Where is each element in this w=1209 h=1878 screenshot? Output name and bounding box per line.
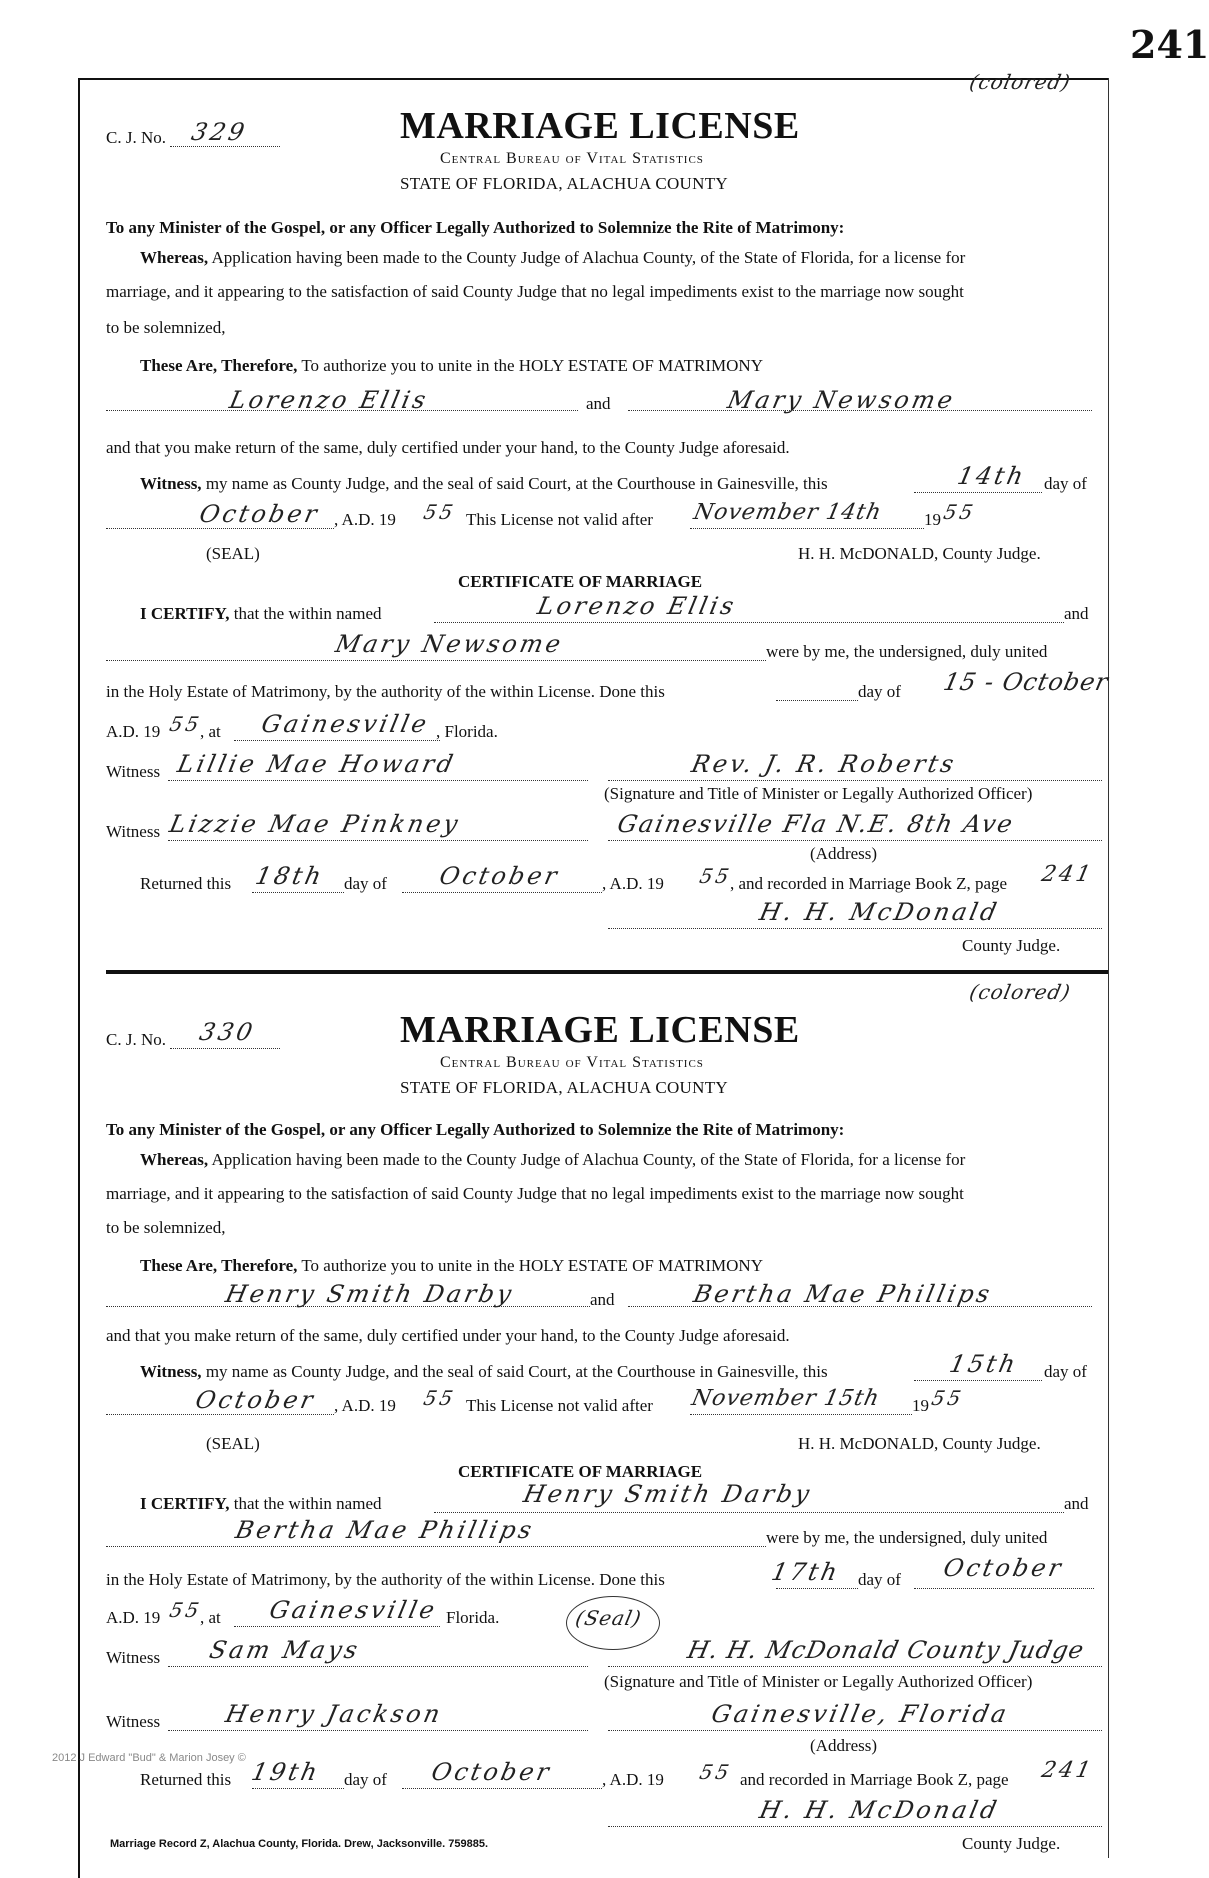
expire-date: November 14th	[691, 500, 885, 525]
license-section-2	[0, 906, 1200, 1826]
cert-bride: Mary Newsome	[333, 630, 566, 658]
issue-year: 55	[421, 500, 459, 524]
cj-number: 329	[189, 118, 250, 146]
witness1-label: Witness	[106, 762, 161, 781]
license-title: MARRIAGE LICENSE	[400, 105, 800, 147]
cert-and: and	[1064, 604, 1089, 623]
seal-note: (Seal)	[573, 1606, 645, 1630]
bureau-line: Central Bureau of Vital Statistics	[440, 150, 704, 167]
returned-month: October	[429, 1758, 555, 1786]
returned-label: Returned this	[140, 874, 232, 893]
return-line: and that you make return of the same, duly certified under your hand, to the County Judge aforesaid.	[106, 438, 790, 457]
ad-label: , A.D. 19	[334, 510, 396, 529]
returned-year: 55	[697, 1760, 735, 1784]
address-caption: (Address)	[810, 844, 878, 863]
were-by-me: were by me, the undersigned, duly united	[766, 642, 1048, 661]
issue-day: 14th	[955, 462, 1029, 490]
bride-name: Bertha Mae Phillips	[691, 1280, 996, 1308]
certificate-title: CERTIFICATE OF MARRIAGE	[458, 1462, 703, 1481]
cj-label: C. J. No.	[106, 128, 166, 147]
witness-line: Witness, my name as County Judge, and the seal of said Court, at the Courthouse in Gainesville, this	[140, 474, 828, 493]
officer-address: Gainesville, Florida	[709, 1700, 1012, 1728]
and-label: and	[586, 394, 611, 413]
signature-caption: (Signature and Title of Minister or Legally Authorized Officer)	[604, 1672, 1033, 1691]
county-judge-label: County Judge.	[962, 936, 1061, 955]
whereas-line-1: Whereas, Application having been made to the County Judge of Alachua County, of the State of Florida, for a license for	[140, 1150, 966, 1169]
returned-day-of: day of	[344, 874, 387, 893]
license-title: MARRIAGE LICENSE	[400, 1009, 800, 1051]
return-line: and that you make return of the same, duly certified under your hand, to the County Judge aforesaid.	[106, 1326, 790, 1345]
were-by-me: were by me, the undersigned, duly united	[766, 1528, 1048, 1547]
address-line: To any Minister of the Gospel, or any Officer Legally Authorized to Solemnize the Rite of Matrimony:	[106, 218, 845, 237]
ad-year-label: A.D. 19	[106, 722, 161, 741]
issue-year: 55	[421, 1386, 459, 1410]
book-page: 241	[1039, 862, 1096, 887]
witness-line: Witness, my name as County Judge, and the seal of said Court, at the Courthouse in Gainesville, this	[140, 1362, 828, 1381]
bride-name: Mary Newsome	[725, 386, 958, 414]
not-valid-label: This License not valid after	[466, 510, 653, 529]
certificate-title: CERTIFICATE OF MARRIAGE	[458, 572, 703, 591]
day-of-label: day of	[1044, 474, 1087, 493]
recorded-text: , and recorded in Marriage Book Z, page	[730, 874, 1008, 893]
officer-address: Gainesville Fla N.E. 8th Ave	[615, 810, 1017, 838]
done-day: 17th	[769, 1558, 843, 1586]
cert-and: and	[1064, 1494, 1089, 1513]
groom-name: Lorenzo Ellis	[227, 386, 432, 414]
address-caption: (Address)	[810, 1736, 878, 1755]
returned-month: October	[437, 862, 563, 890]
state-line: STATE OF FLORIDA, ALACHUA COUNTY	[400, 174, 728, 193]
done-year: 55	[167, 1598, 205, 1622]
ad-label: , A.D. 19	[334, 1396, 396, 1415]
returned-ad: , A.D. 19	[602, 874, 664, 893]
bureau-line: Central Bureau of Vital Statistics	[440, 1054, 704, 1071]
expire-19: 19	[912, 1396, 929, 1415]
cj-number: 330	[197, 1018, 258, 1046]
officer-signature: Rev. J. R. Roberts	[689, 750, 960, 778]
done-month: October	[941, 1554, 1067, 1582]
at-label: , at	[200, 1608, 221, 1627]
expire-year: 55	[929, 1386, 967, 1410]
copyright-watermark: 2012 J Edward "Bud" & Marion Josey ©	[52, 1752, 246, 1764]
done-year: 55	[167, 712, 205, 736]
whereas-line-2: marriage, and it appearing to the satisfaction of said County Judge that no legal impediments exist to the marriage now sought	[106, 282, 964, 301]
place: Gainesville	[259, 710, 432, 738]
florida-label: Florida.	[446, 1608, 500, 1627]
holy-estate-line: in the Holy Estate of Matrimony, by the authority of the within License. Done this	[106, 682, 665, 701]
issue-month: October	[197, 500, 323, 528]
florida-label: , Florida.	[436, 722, 498, 741]
seal-label: (SEAL)	[206, 1434, 260, 1453]
returned-day: 18th	[253, 862, 327, 890]
judge-signature-2: H. H. McDonald	[757, 1796, 1002, 1824]
footer-imprint: Marriage Record Z, Alachua County, Florida. Drew, Jacksonville. 759885.	[110, 1838, 489, 1850]
expire-date: November 15th	[689, 1386, 883, 1411]
witness1-name: Sam Mays	[207, 1636, 363, 1664]
done-day-of: day of	[858, 1570, 901, 1589]
returned-day-of: day of	[344, 1770, 387, 1789]
returned-label: Returned this	[140, 1770, 232, 1789]
whereas-line-2: marriage, and it appearing to the satisfaction of said County Judge that no legal impediments exist to the marriage now sought	[106, 1184, 964, 1203]
witness2-label: Witness	[106, 1712, 161, 1731]
groom-name: Henry Smith Darby	[223, 1280, 517, 1308]
signature-caption: (Signature and Title of Minister or Legally Authorized Officer)	[604, 784, 1033, 803]
cj-label: C. J. No.	[106, 1030, 166, 1049]
state-line: STATE OF FLORIDA, ALACHUA COUNTY	[400, 1078, 728, 1097]
done-day-of: day of	[858, 682, 901, 701]
judge-signature: H. H. McDonald	[757, 898, 1002, 926]
witness2-label: Witness	[106, 822, 161, 841]
book-page: 241	[1039, 1758, 1096, 1783]
place: Gainesville	[267, 1596, 440, 1624]
these-are-line: These Are, Therefore, To authorize you to unite in the HOLY ESTATE OF MATRIMONY	[140, 1256, 763, 1275]
judge-label: H. H. McDONALD, County Judge.	[798, 1434, 1041, 1453]
cert-groom: Henry Smith Darby	[521, 1480, 815, 1508]
cert-groom: Lorenzo Ellis	[535, 592, 740, 620]
witness2-name: Henry Jackson	[223, 1700, 446, 1728]
certify-line: I CERTIFY, that the within named	[140, 604, 382, 623]
whereas-line-3: to be solemnized,	[106, 318, 226, 337]
and-label: and	[590, 1290, 615, 1309]
officer-signature: H. H. McDonald County Judge	[685, 1636, 1088, 1664]
done-month: 15 - October	[941, 668, 1112, 696]
witness1-label: Witness	[106, 1648, 161, 1667]
witness1-name: Lillie Mae Howard	[175, 750, 459, 778]
at-label: , at	[200, 722, 221, 741]
expire-19: 19	[924, 510, 941, 529]
page-number: 241	[1130, 22, 1209, 67]
recorded-text: and recorded in Marriage Book Z, page	[740, 1770, 1009, 1789]
county-judge-label-2: County Judge.	[962, 1834, 1061, 1853]
returned-year: 55	[697, 864, 735, 888]
address-line: To any Minister of the Gospel, or any Officer Legally Authorized to Solemnize the Rite of Matrimony:	[106, 1120, 845, 1139]
expire-year: 55	[941, 500, 979, 524]
returned-ad: , A.D. 19	[602, 1770, 664, 1789]
colored-note: (colored)	[967, 980, 1074, 1004]
issue-day: 15th	[947, 1350, 1021, 1378]
whereas-line-3: to be solemnized,	[106, 1218, 226, 1237]
these-are-line: These Are, Therefore, To authorize you to unite in the HOLY ESTATE OF MATRIMONY	[140, 356, 763, 375]
cert-bride: Bertha Mae Phillips	[233, 1516, 538, 1544]
returned-day: 19th	[249, 1758, 323, 1786]
issue-month: October	[193, 1386, 319, 1414]
certify-line: I CERTIFY, that the within named	[140, 1494, 382, 1513]
holy-estate-line: in the Holy Estate of Matrimony, by the authority of the within License. Done this	[106, 1570, 665, 1589]
judge-label: H. H. McDONALD, County Judge.	[798, 544, 1041, 563]
day-of-label: day of	[1044, 1362, 1087, 1381]
colored-note: (colored)	[967, 70, 1074, 94]
ad-year-label: A.D. 19	[106, 1608, 161, 1627]
whereas-line-1: Whereas, Application having been made to the County Judge of Alachua County, of the State of Florida, for a license for	[140, 248, 966, 267]
witness2-name: Lizzie Mae Pinkney	[167, 810, 464, 838]
seal-label: (SEAL)	[206, 544, 260, 563]
not-valid-label: This License not valid after	[466, 1396, 653, 1415]
